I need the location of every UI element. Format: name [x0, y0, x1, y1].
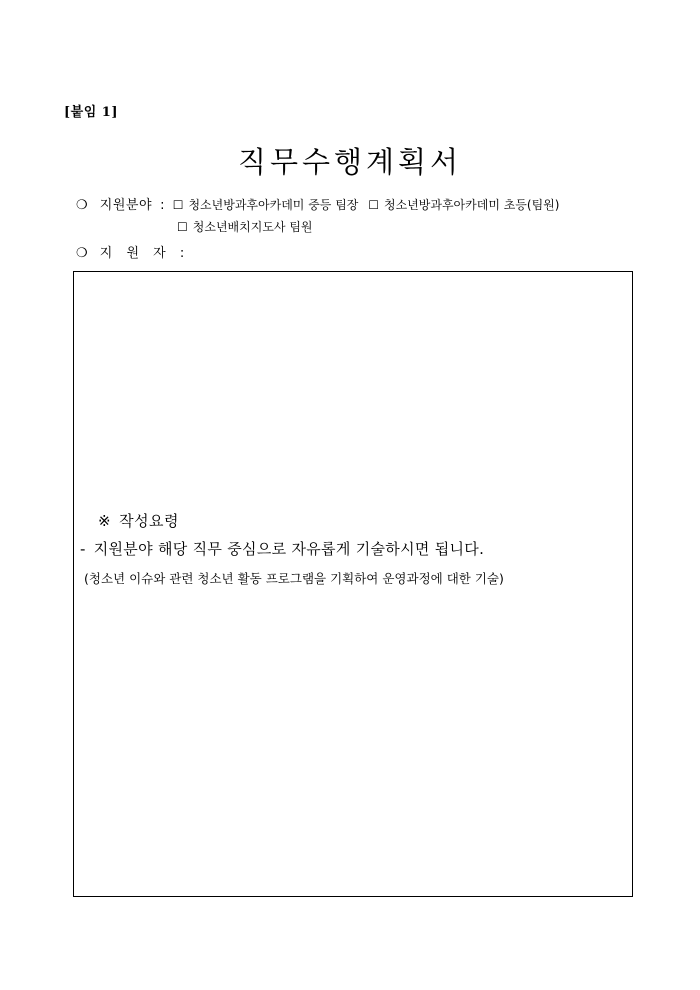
dash-bullet: - [80, 540, 86, 558]
writing-guide-title: 작성요령 [119, 512, 180, 530]
option-label: 청소년배치지도사 팀원 [192, 220, 313, 234]
application-field-row-2 [177, 218, 313, 235]
applicant-label: 지 원 자 : [99, 246, 190, 261]
option-elementary-team-member[interactable] [368, 198, 559, 212]
writing-guide-subtext: (청소년 이슈와 관련 청소년 활동 프로그램을 기획하여 운영과정에 대한 기술) [84, 571, 504, 586]
reference-mark-icon: ※ [98, 512, 112, 530]
writing-guide-line [80, 538, 484, 559]
circle-bullet-icon: ❍ [76, 198, 88, 213]
plan-content-box[interactable] [73, 271, 633, 897]
writing-guide-heading [98, 510, 179, 531]
checkbox-icon[interactable]: ☐ [368, 198, 379, 212]
application-field-row [76, 194, 559, 213]
circle-bullet-icon: ❍ [76, 246, 88, 261]
attachment-label: [붙임 1] [64, 105, 118, 120]
checkbox-icon[interactable]: ☐ [172, 198, 184, 212]
checkbox-icon[interactable]: ☐ [177, 220, 188, 234]
application-field-label: 지원분야 [99, 198, 153, 213]
writing-guide-text: 지원분야 해당 직무 중심으로 자유롭게 기술하시면 됩니다. [93, 540, 485, 558]
option-label: 청소년방과후아카데미 중등 팀장 [188, 198, 359, 212]
option-youth-placement-instructor[interactable] [177, 220, 313, 234]
option-label: 청소년방과후아카데미 초등(팀원) [383, 198, 560, 212]
page-title: 직무수행계획서 [237, 145, 463, 179]
applicant-row [76, 242, 189, 261]
option-middle-school-team-leader[interactable] [173, 198, 363, 212]
field-separator: : [160, 198, 165, 213]
